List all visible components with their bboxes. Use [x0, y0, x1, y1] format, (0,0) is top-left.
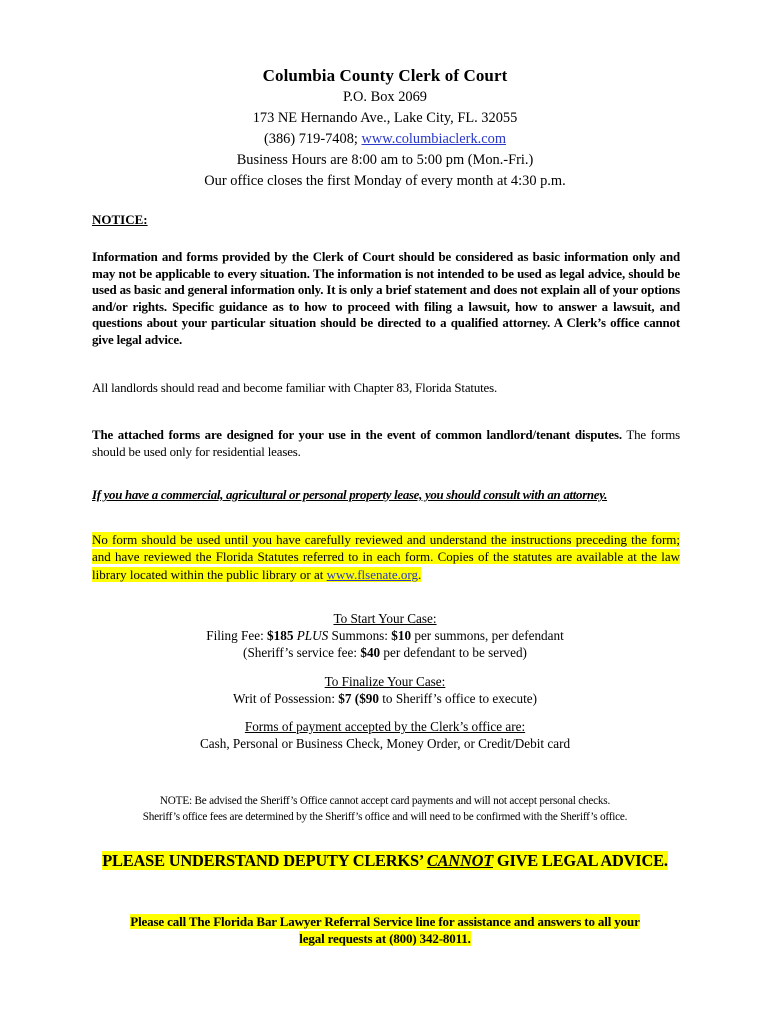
commercial-lease-warning: If you have a commercial, agricultural or personal property lease, you should consult with an attorney.	[92, 488, 608, 502]
website-link[interactable]: www.columbiaclerk.com	[361, 131, 507, 147]
filing-fee-amount: $185	[267, 628, 294, 643]
monthly-closure-note: Our office closes the first Monday of every month at 4:30 p.m.	[204, 173, 566, 189]
flsenate-link[interactable]: www.flsenate.org	[326, 566, 418, 582]
start-case-heading	[0, 611, 770, 628]
summons-fee-amount: $10	[391, 628, 412, 643]
sheriff-note-line-1: NOTE: Be advised the Sheriff’s Office cannot accept card payments and will not accept personal checks.	[159, 795, 611, 807]
contact-line	[0, 129, 770, 150]
filing-fee-line	[0, 628, 770, 645]
summons-fee-detail: per summons, per defendant	[411, 628, 564, 643]
sheriff-service-fee-line	[0, 645, 770, 662]
start-case-heading-text: To Start Your Case:	[333, 611, 437, 626]
payment-heading	[0, 719, 770, 736]
attached-forms-note	[92, 427, 680, 460]
legal-advice-warning	[0, 851, 770, 871]
po-box: P.O. Box 2069	[343, 89, 427, 105]
legal-advice-warning-highlight	[102, 851, 668, 870]
payment-heading-text: Forms of payment accepted by the Clerk’s office are:	[244, 719, 526, 734]
sheriff-service-amount: $40	[360, 645, 381, 660]
writ-fee-line	[0, 691, 770, 708]
sheriff-service-detail: per defendant to be served)	[380, 645, 527, 660]
business-hours: Business Hours are 8:00 am to 5:00 pm (Mon.-Fri.)	[236, 152, 534, 168]
referral-line-2: legal requests at (800) 342-8011.	[299, 931, 471, 946]
writ-fee-detail: to Sheriff’s office to execute)	[378, 691, 538, 706]
warning-text-after: GIVE LEGAL ADVICE.	[493, 851, 668, 870]
finalize-case-heading	[0, 674, 770, 691]
writ-label: Writ of Possession:	[232, 691, 339, 706]
referral-line-1: Please call The Florida Bar Lawyer Referral Service line for assistance and answers to all your	[130, 914, 640, 929]
writ-paren: (	[351, 691, 360, 706]
warning-emphasis: CANNOT	[426, 851, 494, 870]
writ-fee-amount: $7	[338, 691, 352, 706]
street-address: 173 NE Hernando Ave., Lake City, FL. 32055	[252, 110, 518, 126]
page-title: Columbia County Clerk of Court	[262, 66, 508, 85]
filing-fee-label: Filing Fee:	[206, 628, 268, 643]
notice-heading: NOTICE:	[92, 212, 148, 227]
warning-text-before: PLEASE UNDERSTAND DEPUTY CLERKS’	[102, 851, 427, 870]
summons-label: Summons:	[328, 628, 392, 643]
writ-sheriff-amount: $90	[359, 691, 379, 706]
review-notice	[92, 531, 680, 583]
notice-body: Information and forms provided by the Clerk of Court should be considered as basic information only and may not be applicable to every situation. The information is not intended to be used as legal advice, should be used as basic and general information only. It is only a brief statement and does not explain all of your options and/or rights. Specific guidance as to how to proceed with filing a lawsuit, how to answer a lawsuit, and questions about your particular situation should be directed to a qualified attorney. A Clerk’s office cannot give legal advice.	[92, 250, 680, 347]
attached-forms-bold: The attached forms are designed for your use in the event of common landlord/tenant disputes.	[92, 428, 622, 442]
lawyer-referral-note	[0, 913, 770, 947]
attached-forms-rest: The forms should be used only for residential leases.	[92, 428, 680, 459]
sheriff-service-label: (Sheriff’s service fee:	[243, 645, 361, 660]
payment-methods: Cash, Personal or Business Check, Money Order, or Credit/Debit card	[199, 736, 571, 751]
review-notice-end: .	[418, 566, 422, 582]
phone-number: (386) 719-7408;	[263, 131, 362, 147]
sheriff-note-line-2: Sheriff’s office fees are determined by the Sheriff’s office and will need to be confirmed with the Sheriff’s office.	[142, 811, 628, 823]
finalize-case-heading-text: To Finalize Your Case:	[324, 674, 446, 689]
review-notice-text: No form should be used until you have carefully reviewed and understand the instructions preceding the form; and have reviewed the Florida Statutes referred to in each form. Copies of the statutes are available at the law library located within the public library or at	[92, 532, 680, 582]
plus-label: PLUS	[293, 628, 329, 643]
landlords-note: All landlords should read and become familiar with Chapter 83, Florida Statutes.	[92, 381, 498, 395]
